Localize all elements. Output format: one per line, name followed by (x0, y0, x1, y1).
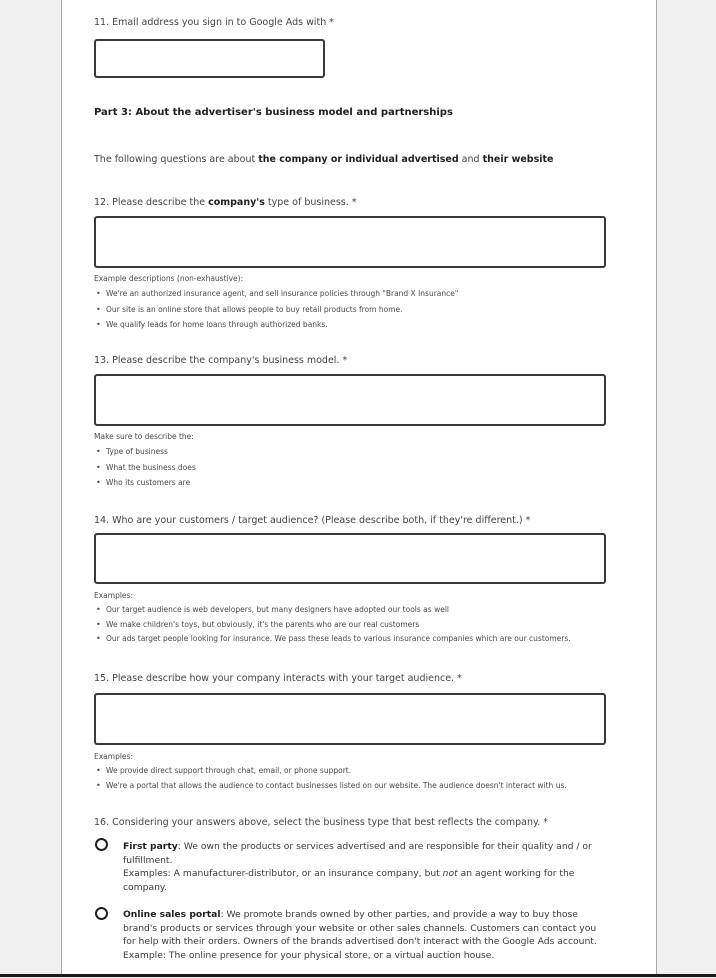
list-item: • We provide direct support through chat, email, or phone support. (94, 764, 567, 779)
list-item: • We're an authorized insurance agent, and sell insurance policies through "Brand X Insurance" (94, 286, 458, 302)
part3-heading: Part 3: About the advertiser's business model and partnerships (94, 107, 453, 118)
online-sales-portal-radio[interactable] (95, 907, 108, 920)
business-type-input[interactable] (94, 216, 606, 268)
q14-label: 14. Who are your customers / target audience? (Please describe both, if they're different.) * (94, 515, 531, 526)
first-party-radio[interactable] (95, 838, 108, 851)
list-item: • Who its customers are (94, 475, 196, 491)
q15-examples: Examples: • We provide direct support through chat, email, or phone support. • We're a portal that allows the audience to contact businesses listed on our website. The audience doesn't interact with us. (94, 750, 567, 793)
list-item: • Our site is an online store that allows people to buy retail products from home. (94, 302, 458, 318)
q14-examples: Examples: • Our target audience is web developers, but many designers have adopted our tools as well • We make children's toys, but obviously, it's the parents who are our real customers • Our ads target people looking for insurance. We pass these leads to various insurance companies which are our customers. (94, 589, 571, 647)
q11-label: 11. Email address you sign in to Google Ads with * (94, 17, 334, 28)
list-item: • Our ads target people looking for insurance. We pass these leads to various insurance companies which are our customers. (94, 632, 571, 647)
email-input[interactable] (94, 39, 325, 78)
list-item: • We make children's toys, but obviously, it's the parents who are our real customers (94, 618, 571, 633)
list-item: • We're a portal that allows the audience to contact businesses listed on our website. The audience doesn't interact with us. (94, 779, 567, 794)
page-bottom-edge (0, 974, 716, 977)
part3-intro: The following questions are about the company or individual advertised and their website (94, 154, 554, 165)
list-item: • What the business does (94, 460, 196, 476)
list-item: • We qualify leads for home loans through authorized banks. (94, 317, 458, 333)
q12-examples: Example descriptions (non-exhaustive): • We're an authorized insurance agent, and sell insurance policies through "Brand X Insurance" • Our site is an online store that allows people to buy retail products from home. • We qualify leads for home loans through authorized banks. (94, 272, 458, 333)
q13-notes: Make sure to describe the: • Type of business • What the business does • Who its customers are (94, 430, 196, 491)
first-party-option[interactable]: First party: We own the products or services advertised and are responsible for their quality and / or fulfillment. Examples: A manufacturer-distributor, or an insurance company, but not an agent working for the company. (123, 841, 592, 893)
list-item: • Type of business (94, 444, 196, 460)
q13-label: 13. Please describe the company's business model. * (94, 355, 348, 366)
business-model-input[interactable] (94, 374, 606, 426)
online-sales-portal-option[interactable]: Online sales portal: We promote brands owned by other parties, and provide a way to buy those brand's products or services through your website or other sales channels. Customers can contact you for help with their orders. Owners of the brands advertised don't interact with the Google Ads account. Example: The online presence for your physical store, or a virtual auction house. (123, 909, 597, 961)
list-item: • Our target audience is web developers, but many designers have adopted our tools as well (94, 603, 571, 618)
q12-label: 12. Please describe the company's type of business. * (94, 197, 357, 208)
audience-interaction-input[interactable] (94, 693, 606, 745)
q16-label: 16. Considering your answers above, select the business type that best reflects the company. * (94, 817, 549, 828)
target-audience-input[interactable] (94, 533, 606, 584)
q15-label: 15. Please describe how your company interacts with your target audience. * (94, 673, 462, 684)
